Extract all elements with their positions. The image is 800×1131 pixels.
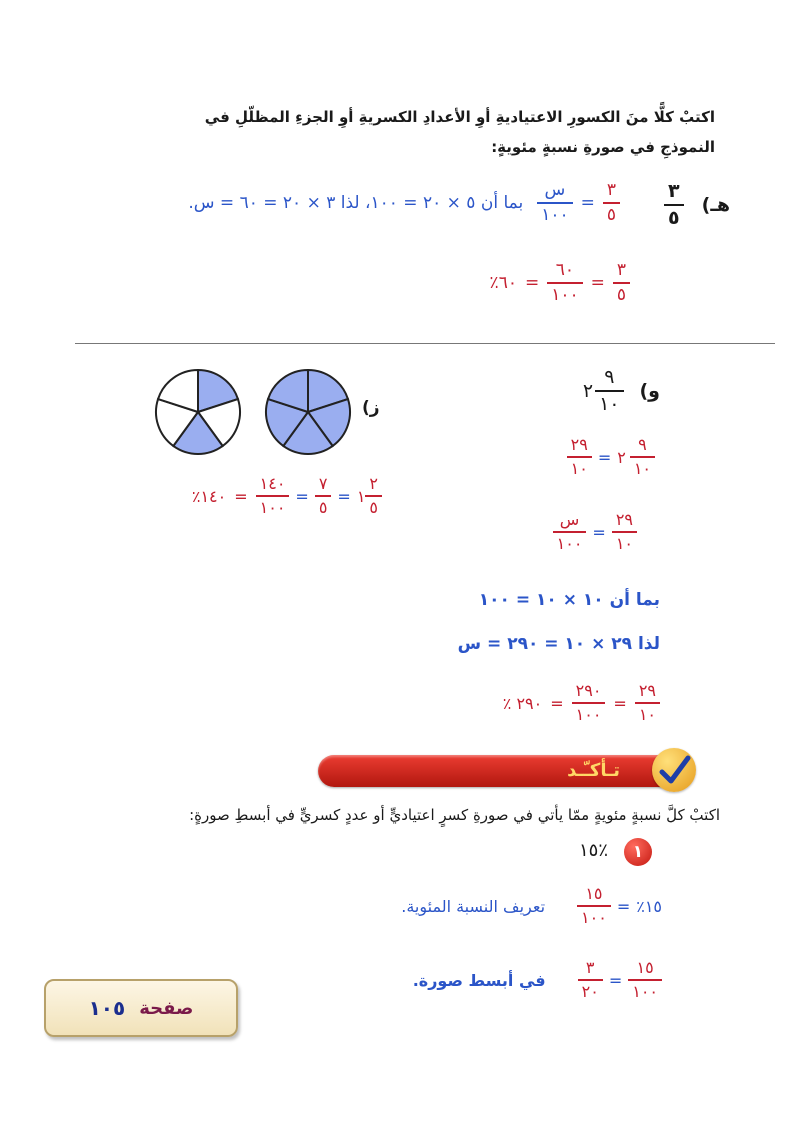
section-z-frac2: $\frac{١٤٠}{١٠٠}$ xyxy=(256,476,290,516)
exercise-instruction: اكتبْ كلَّ نسبةٍ مئويةٍ ممّا يأتي في صورةِ كسرٍ اعتياديٍّ أو عددٍ كسريٍّ في أبسطِ صورةٍ: xyxy=(189,806,720,824)
step5-mid-frac: $\frac{٢٩٠}{١٠٠}$ xyxy=(572,683,606,723)
instruction-line-1: اكتبْ كلًّا منَ الكسورِ الاعتياديةِ أوِ الأعدادِ الكسريةِ أوِ الجزءِ المظلّلِ في xyxy=(204,108,715,126)
step2-lhs-frac: $\frac{٢٩}{١٠}$ xyxy=(612,512,637,552)
step5-lhs-frac: $\frac{٢٩}{١٠}$ xyxy=(635,683,660,723)
section-he-header xyxy=(664,182,730,228)
exercise-step1-frac: $\frac{١٥}{١٠٠}$ xyxy=(577,886,611,926)
section-w-line4: لذا ٢٩ × ١٠ = ٢٩٠ = س xyxy=(457,634,660,654)
step1-mixed-frac: $\frac{٩}{١٠}$ xyxy=(630,437,655,477)
section-z-label: ز) xyxy=(362,398,380,418)
step1-note: تعريف النسبة المئوية. xyxy=(401,896,546,916)
section-w-header xyxy=(583,368,660,414)
section-w-label: و) xyxy=(639,380,660,402)
section-w-step1: $\frac{٩}{١٠}$ ٢ = $\frac{٢٩}{١٠}$ xyxy=(567,437,655,477)
exercise-number-badge: ١ xyxy=(624,838,652,866)
section-w-step2: $\frac{٢٩}{١٠}$ = $\frac{\text{س}}{١٠٠}$ xyxy=(553,512,637,552)
step1-mixed-whole: ٢ xyxy=(617,447,626,467)
section-w-given-whole: ٢ xyxy=(582,380,594,402)
step2-note: في أبسط صورة. xyxy=(412,970,546,990)
section-w-given-frac: $\frac{٩}{١٠}$ xyxy=(595,368,623,414)
section-w-line3: بما أن ١٠ × ١٠ = ١٠٠ xyxy=(478,590,660,610)
section-z-percent: ١٤٠٪ xyxy=(191,486,227,506)
page-label: صفحة xyxy=(139,997,194,1019)
step2-rhs-frac: $\frac{\text{س}}{١٠٠}$ xyxy=(553,512,587,552)
exercise-step2: $\frac{١٥}{١٠٠}$ = $\frac{٣}{٢٠}$ في أبسط صورة. xyxy=(413,960,662,1000)
eq-sign: = xyxy=(580,193,595,213)
exercise-step2-lhs: $\frac{١٥}{١٠٠}$ xyxy=(628,960,662,1000)
section-z-frac1: $\frac{٧}{٥}$ xyxy=(315,476,332,516)
section-he-given: $\frac{٣}{٥}$ xyxy=(664,182,684,228)
section-he-note: بما أن ٥ × ٢٠ = ١٠٠، لذا ٣ × ٢٠ = ٦٠ = س. xyxy=(188,193,524,213)
page-number-box xyxy=(44,979,238,1037)
result-percent: ٦٠٪ xyxy=(489,273,517,293)
page-number: ١٠٥ xyxy=(88,996,126,1020)
step1-frac: $\frac{٢٩}{١٠}$ xyxy=(567,437,592,477)
exercise-step2-rhs: $\frac{٣}{٢٠}$ xyxy=(578,960,603,1000)
step1-percent: ١٥٪ xyxy=(636,896,662,916)
result-lhs-frac: $\frac{٣}{٥}$ xyxy=(613,262,630,304)
check-banner xyxy=(318,755,690,787)
step5-percent: ٢٩٠ ٪ xyxy=(502,693,543,713)
exercise-step1: ١٥٪ = $\frac{١٥}{١٠٠}$ تعريف النسبة المئوية. xyxy=(401,884,662,927)
banner-title: تـأكـّـد xyxy=(567,760,620,781)
section-he-equation xyxy=(188,182,620,224)
checkmark-icon xyxy=(652,748,696,792)
eq-lhs-frac: $\frac{٣}{٥}$ xyxy=(603,182,620,224)
instruction-line-2: النموذجِ في صورةِ نسبةٍ مئويةٍ: xyxy=(491,138,715,156)
section-he-result: $\frac{٣}{٥}$ = $\frac{٦٠}{١٠٠}$ = ٦٠٪ xyxy=(490,262,630,304)
section-z-result: $\frac{٢}{٥}$ ١ = $\frac{٧}{٥}$ = $\frac{١٤٠}{١٠٠}$ = ١٤٠٪ xyxy=(192,476,382,516)
pie-models xyxy=(150,362,390,462)
exercise-given: ١٥٪ xyxy=(578,840,608,861)
result-mid-frac: $\frac{٦٠}{١٠٠}$ xyxy=(547,262,582,304)
section-divider xyxy=(75,343,775,344)
section-w-step5: $\frac{٢٩}{١٠}$ = $\frac{٢٩٠}{١٠٠}$ = ٢٩٠ ٪ xyxy=(503,683,660,723)
section-he-label: هـ) xyxy=(701,194,730,216)
eq-rhs-frac: $\frac{\text{س}}{١٠٠}$ xyxy=(537,182,572,224)
mixed-number: $\frac{٢}{٥}$ ١ xyxy=(357,476,382,516)
